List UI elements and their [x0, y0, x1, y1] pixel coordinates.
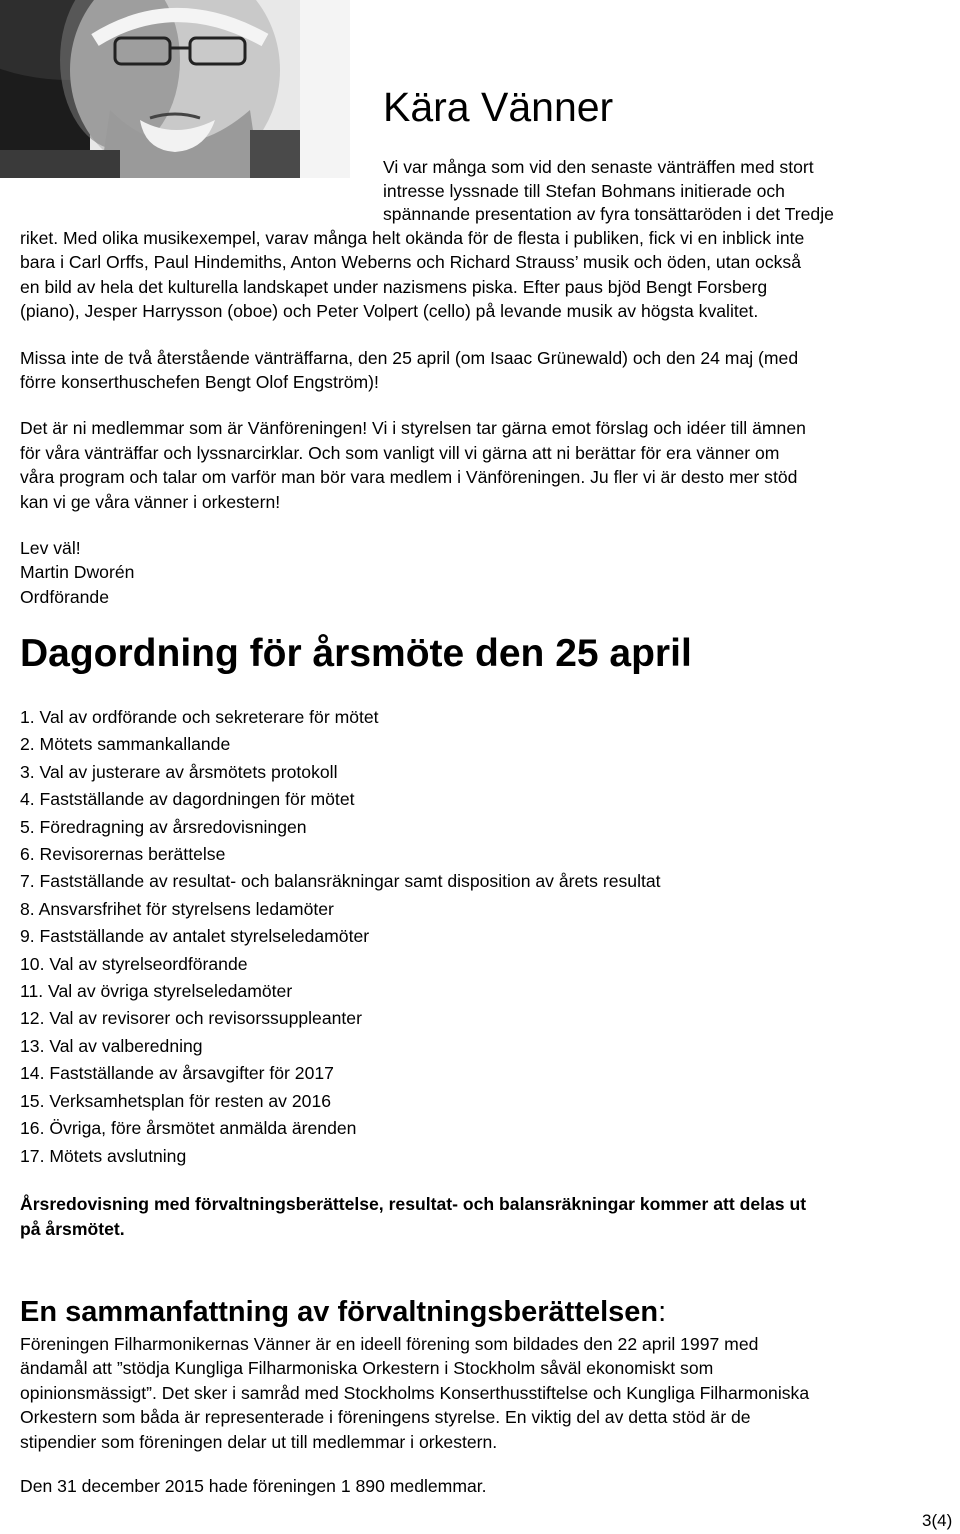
note-line: Årsredovisning med förvaltningsberättelse, resultat- och balansräkningar kommer att delas ut [20, 1194, 807, 1214]
agenda-item: 2. Mötets sammankallande [20, 734, 231, 755]
note-line: på årsmötet. [20, 1218, 125, 1239]
intro-line: intresse lyssnade till Stefan Bohmans initierade och [383, 180, 785, 201]
summary-line: opinionsmässigt”. Det sker i samråd med Stockholms Konserthusstiftelse och Kungliga Filharmoniska [20, 1382, 810, 1403]
agenda-item: 1. Val av ordförande och sekreterare för mötet [20, 707, 379, 727]
agenda-item: 6. Revisorernas berättelse [20, 844, 226, 865]
text-line: för våra vänträffar och lyssnarcirklar. Och som vanligt vill vi gärna att ni berättar för era vänner om [20, 442, 780, 463]
text-line: Det är ni medlemmar som är Vänföreningen! Vi i styrelsen tar gärna emot förslag och idéer till ämnen [20, 418, 806, 439]
page-number: 3(4) [922, 1511, 953, 1530]
summary-line: Orkestern som båda är representerade i föreningens styrelse. En viktig del av detta stöd är de [20, 1407, 751, 1428]
intro-line: spännande presentation av fyra tonsättaröden i det Tredje [383, 204, 834, 224]
text-line: kan vi ge våra vänner i orkestern! [20, 491, 281, 512]
agenda-item: 7. Fastställande av resultat- och balansräkningar samt disposition av årets resultat [20, 871, 661, 892]
signature-block [20, 536, 950, 609]
agenda-item: 11. Val av övriga styrelseledamöter [20, 981, 293, 1002]
paragraph-members [20, 416, 950, 514]
text-line: våra program och talar om varför man bör vara medlem i Vänföreningen. Ju fler vi är desto mer stöd [20, 467, 798, 488]
summary-title-text: En sammanfattning av förvaltningsberättelsen [20, 1296, 659, 1328]
agenda-item: 17. Mötets avslutning [20, 1145, 187, 1166]
agenda-item: 16. Övriga, före årsmötet anmälda ärenden [20, 1118, 357, 1139]
agenda-item: 8. Ansvarsfrihet för styrelsens ledamöter [20, 898, 334, 919]
signature-role: Ordförande [20, 586, 109, 607]
agenda-item: 5. Föredragning av årsredovisningen [20, 816, 307, 837]
summary-title-colon: : [658, 1296, 667, 1328]
text-line: Missa inte de två återstående vänträffarna, den 25 april (om Isaac Grünewald) och den 24 maj (med [20, 347, 799, 368]
agenda-item: 9. Fastställande av antalet styrelseledamöter [20, 926, 370, 947]
closing-greeting: Lev väl! [20, 538, 81, 559]
member-count: Den 31 december 2015 hade föreningen 1 890 medlemmar. [20, 1476, 487, 1496]
intro-line: Vi var många som vid den senaste vänträffen med stort [383, 157, 814, 177]
summary-line: Föreningen Filharmonikernas Vänner är en ideell förening som bildades den 22 april 1997 med [20, 1334, 759, 1354]
portrait-photo [0, 0, 350, 178]
letter-body [20, 226, 950, 609]
paragraph-concert [20, 226, 950, 324]
summary-line: stipendier som föreningen delar ut till medlemmar i orkestern. [20, 1431, 498, 1452]
signature-name: Martin Dworén [20, 562, 135, 583]
agenda-item: 15. Verksamhetsplan för resten av 2016 [20, 1090, 332, 1111]
text-line: riket. Med olika musikexempel, varav många helt okända för de flesta i publiken, fick vi en inblick inte [20, 228, 805, 248]
letter-title: Kära Vänner [383, 84, 614, 130]
intro-paragraph [383, 156, 943, 227]
annual-report-note [20, 1192, 950, 1241]
agenda-item: 14. Fastställande av årsavgifter för 2017 [20, 1063, 334, 1084]
agenda-item: 4. Fastställande av dagordningen för mötet [20, 789, 355, 810]
summary-line: ändamål att ”stödja Kungliga Filharmoniska Orkestern i Stockholm såväl ekonomiskt som [20, 1358, 714, 1379]
text-line: förre konserthuschefen Bengt Olof Engström)! [20, 372, 379, 393]
portrait-illustration [0, 0, 350, 178]
agenda-item: 13. Val av valberedning [20, 1035, 203, 1056]
paragraph-upcoming [20, 346, 950, 395]
agenda-item: 12. Val av revisorer och revisorssuppleanter [20, 1008, 362, 1029]
text-line: bara i Carl Orffs, Paul Hindemiths, Anton Weberns och Richard Strauss’ musik och öden, utan också [20, 252, 802, 273]
agenda-item: 10. Val av styrelseordförande [20, 953, 248, 974]
text-line: (piano), Jesper Harrysson (oboe) och Peter Volpert (cello) på levande musik av högsta kvalitet. [20, 301, 759, 322]
agenda-list [20, 704, 661, 1170]
summary-paragraph [20, 1332, 950, 1454]
summary-title [20, 1294, 666, 1330]
text-line: en bild av hela det kulturella landskapet under nazismens piska. Efter paus bjöd Bengt Forsberg [20, 276, 768, 297]
agenda-title: Dagordning för årsmöte den 25 april [20, 632, 692, 675]
agenda-item: 3. Val av justerare av årsmötets protokoll [20, 761, 338, 782]
